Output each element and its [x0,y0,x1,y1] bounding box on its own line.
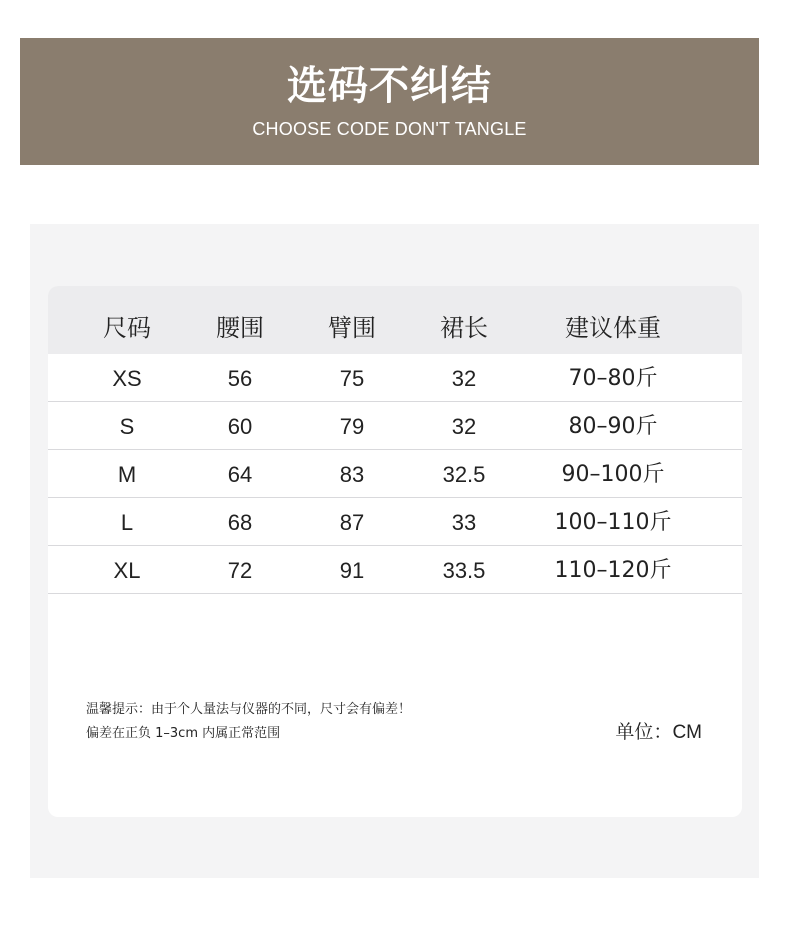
cell-weight: 80–90斤 [568,414,658,439]
header-size: 尺码 [103,314,151,342]
cell-arm: 79 [339,414,365,439]
note-line-2: 偏差在正负 1–3cm 内属正常范围 [86,726,281,741]
cell-size: M [117,462,137,487]
cell-arm: 75 [339,366,365,391]
cell-waist: 60 [227,414,253,439]
cell-size: XL [113,558,141,583]
cell-waist: 64 [227,462,253,487]
cell-size: L [120,510,134,535]
unit-value: CM [672,722,702,743]
cell-waist: 72 [227,558,253,583]
table-row [48,354,742,402]
cell-size: XS [112,366,142,391]
banner-title: 选码不纠结 [287,63,492,109]
cell-skirt-length: 33.5 [442,558,486,583]
cell-skirt-length: 32 [451,366,477,391]
table-row [48,546,742,594]
header-weight: 建议体重 [565,314,661,342]
table-header [48,286,742,354]
unit-label [615,719,702,746]
header-arm: 臂围 [328,314,376,342]
table-row [48,498,742,546]
header-skirt-length: 裙长 [440,314,488,342]
cell-skirt-length: 32 [451,414,477,439]
cell-arm: 83 [339,462,365,487]
cell-skirt-length: 32.5 [442,462,486,487]
cell-weight: 90–100斤 [561,462,665,487]
cell-weight: 110–120斤 [554,558,672,583]
title-banner [20,38,759,165]
cell-weight: 100–110斤 [554,510,672,535]
cell-waist: 56 [227,366,253,391]
size-table [48,286,742,594]
size-chart-card [48,286,742,817]
cell-weight: 70–80斤 [568,366,658,391]
cell-arm: 87 [339,510,365,535]
measurement-note [86,698,411,746]
banner-subtitle: CHOOSE CODE DON'T TANGLE [252,119,527,139]
cell-skirt-length: 33 [451,510,477,535]
table-row [48,402,742,450]
cell-size: S [119,414,135,439]
unit-prefix: 单位： [615,722,673,743]
cell-waist: 68 [227,510,253,535]
header-waist: 腰围 [216,314,264,342]
table-row [48,450,742,498]
cell-arm: 91 [339,558,365,583]
note-line-1: 温馨提示：由于个人量法与仪器的不同，尺寸会有偏差！ [86,702,412,717]
